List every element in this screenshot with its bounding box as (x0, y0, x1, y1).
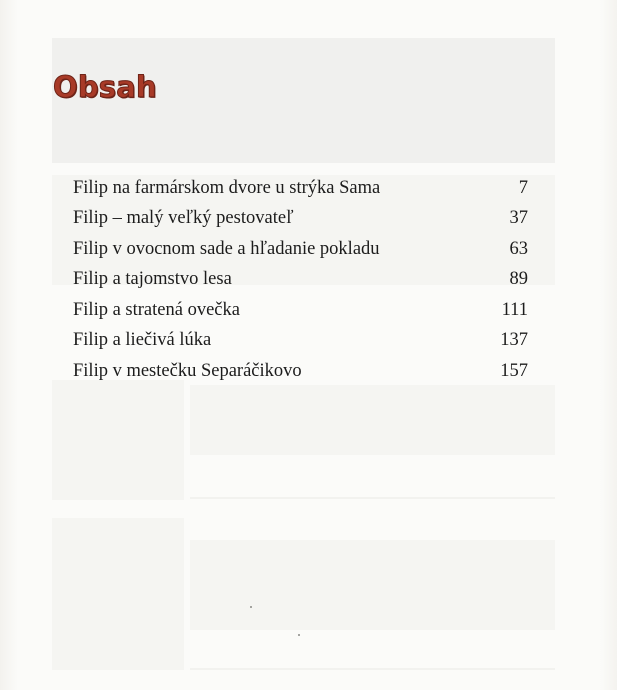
show-through-rule (190, 497, 555, 499)
toc-entry-page: 37 (509, 208, 528, 229)
toc-entry-title: Filip v ovocnom sade a hľadanie pokladu (73, 238, 380, 259)
toc-entry-page: 111 (501, 299, 528, 320)
toc-entry (73, 356, 528, 387)
page-title: Obsah (53, 70, 157, 104)
toc-entry-title: Filip a stratená ovečka (73, 299, 240, 320)
toc-entry-title: Filip – malý veľký pestovateľ (73, 208, 294, 229)
toc-entry (73, 204, 528, 235)
toc-entry-page: 63 (509, 238, 528, 259)
toc-entry (73, 295, 528, 326)
toc-entry-title: Filip na farmárskom dvore u strýka Sama (73, 177, 381, 198)
show-through-text (190, 385, 555, 455)
toc-entry (73, 326, 528, 357)
toc-entry (73, 173, 528, 204)
toc-entry-title: Filip a tajomstvo lesa (73, 269, 232, 290)
show-through-rule-2 (190, 668, 555, 670)
toc-entry-page: 137 (500, 330, 528, 351)
toc-entry (73, 234, 528, 265)
toc-entry-page: 89 (509, 269, 528, 290)
show-through-image (52, 380, 184, 500)
show-through-text-2 (190, 540, 555, 630)
paper-speck (250, 606, 252, 608)
toc-entry-title: Filip v mestečku Separáčikovo (73, 360, 302, 381)
toc-entry-page: 157 (500, 360, 528, 381)
table-of-contents (73, 173, 528, 387)
paper-speck (298, 634, 300, 636)
toc-entry (73, 265, 528, 296)
toc-entry-title: Filip a liečivá lúka (73, 330, 212, 351)
show-through-image-2 (52, 518, 184, 670)
toc-entry-page: 7 (518, 177, 528, 198)
